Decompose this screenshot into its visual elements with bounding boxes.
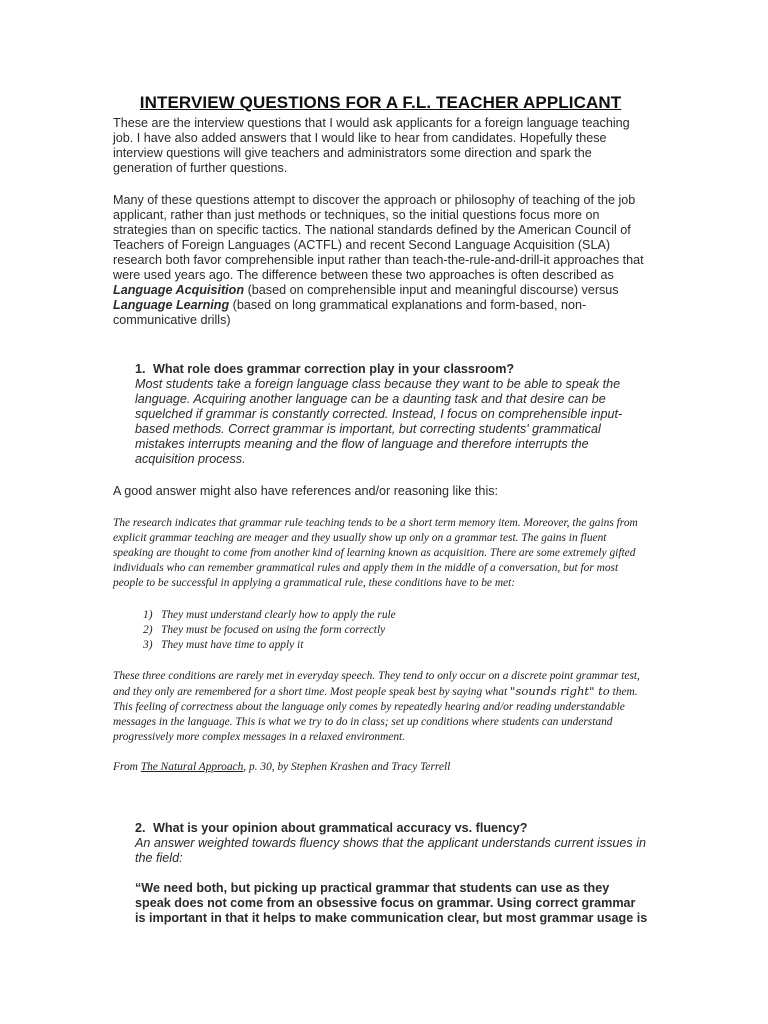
question-1-answer: Most students take a foreign language class because they want to be able to speak the language. Acquiring another language can be a daunting task and that desire can be squelched if grammar is constantly corrected. Instead, I focus on comprehensible input-based methods. Correct grammar is important, but correcting students' grammatical mistakes interrupts meaning and the flow of language and therefore interrupts the acquisition process. bbox=[135, 377, 623, 466]
citation-details: , p. 30, by Stephen Krashen and Tracy Terrell bbox=[243, 761, 451, 773]
term-language-learning: Language Learning bbox=[113, 298, 230, 312]
intro-paragraph: These are the interview questions that I would ask applicants for a foreign language teaching job. I have also added answers that I would like to hear from candidates. Hopefully these interview questions will give teachers and administrators some direction and spark the generation of further questions. bbox=[113, 116, 630, 175]
question-2-answer: An answer weighted towards fluency shows that the applicant understands current issues in the field: bbox=[135, 836, 647, 865]
condition-number: 3) bbox=[143, 639, 153, 651]
term2-description: (based on long grammatical explanations and form-based, non-communicative drills) bbox=[113, 298, 587, 327]
question-2-heading bbox=[135, 821, 648, 836]
condition-text: They must understand clearly how to apply the rule bbox=[161, 609, 396, 621]
conditions-list bbox=[113, 608, 648, 653]
question-2-number: 2. bbox=[135, 821, 146, 835]
list-item bbox=[143, 608, 648, 623]
conditions-text-after: them. This feeling of correctness about the language only comes by repeatedly hearing and/or reading understandable messages in the language. This is what we try to do in class; set up conditions where students can understand progressively more complex messages in a relaxed environment. bbox=[113, 686, 638, 743]
condition-number: 2) bbox=[143, 624, 153, 636]
list-item bbox=[143, 623, 648, 638]
question-2 bbox=[135, 821, 648, 926]
question-1-heading bbox=[135, 362, 648, 377]
question-1 bbox=[135, 362, 648, 467]
condition-text: They must have time to apply it bbox=[161, 639, 304, 651]
page-title: INTERVIEW QUESTIONS FOR A F.L. TEACHER APPLICANT bbox=[139, 93, 622, 112]
question-2-text: What is your opinion about grammatical accuracy vs. fluency? bbox=[153, 821, 528, 835]
condition-text: They must be focused on using the form correctly bbox=[161, 624, 386, 636]
research-paragraph: The research indicates that grammar rule teaching tends to be a short term memory item. Moreover, the gains from explicit grammar teaching are meager and they usually show up only on a grammar test. The gains in fluent speaking are thought to come from another kind of learning known as acquisition. There are some extremely gifted individuals who can remember grammatical rules and apply them in the middle of a conversation, but for most people to be successful in applying a grammatical rule, these conditions have to be met: bbox=[113, 517, 638, 589]
citation-prefix: From bbox=[113, 761, 138, 773]
conditions-paragraph bbox=[113, 669, 648, 745]
question-1-text: What role does grammar correction play in your classroom? bbox=[153, 362, 515, 376]
good-answer-intro: A good answer might also have references and/or reasoning like this: bbox=[113, 484, 499, 498]
approach-text: Many of these questions attempt to discover the approach or philosophy of teaching of the job applicant, rather than just methods or techniques, so the initial questions focus more on strategies than on specific tactics. The national standards defined by the American Council of Teachers of Foreign Languages (ACTFL) and recent Second Language Acquisition (SLA) research both favor comprehensible input rather than teach-the-rule-and-drill-it approaches that were used years ago. The difference between these two approaches is often described as bbox=[113, 193, 644, 282]
approach-paragraph bbox=[113, 193, 648, 328]
list-item bbox=[143, 638, 648, 653]
term1-description: (based on comprehensible input and meaningful discourse) versus bbox=[247, 283, 619, 297]
citation-book-title: The Natural Approach bbox=[140, 761, 244, 773]
citation bbox=[113, 760, 648, 775]
condition-number: 1) bbox=[143, 609, 153, 621]
term-language-acquisition: Language Acquisition bbox=[113, 283, 245, 297]
question-2-quote: “We need both, but picking up practical grammar that students can use as they speak does not come from an obsessive focus on grammar. Using correct grammar is important in that it helps to make communication clear, but most grammar usage is bbox=[135, 881, 648, 925]
conditions-text-before: These three conditions are rarely met in everyday speech. They tend to only occur on a discrete point grammar test, and they only are remembered for a short time. Most people speak best by saying what bbox=[113, 670, 640, 698]
sounds-right-quote: "sounds right" to bbox=[510, 684, 610, 698]
question-1-number: 1. bbox=[135, 362, 146, 376]
